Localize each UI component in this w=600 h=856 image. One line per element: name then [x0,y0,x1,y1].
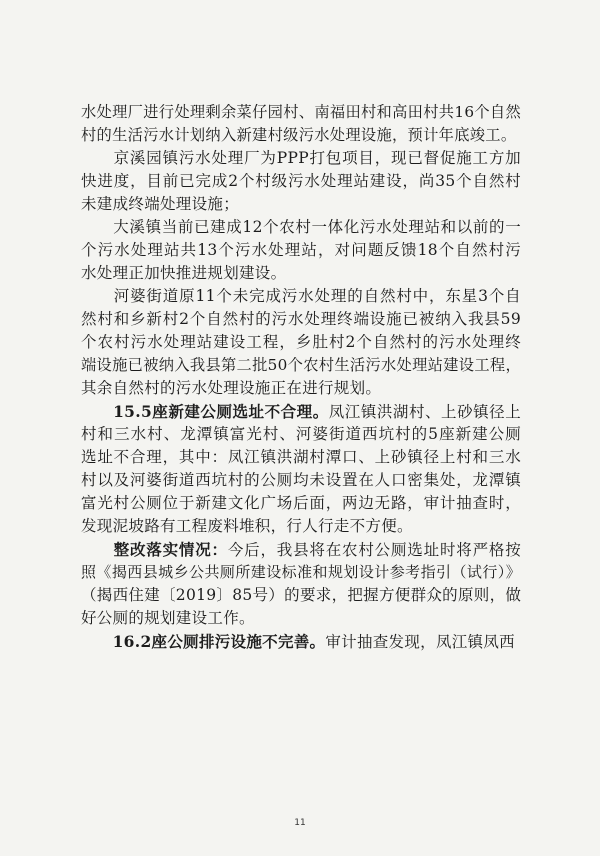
text-line: 大溪镇当前已建成12个农村一体化污水处理站和以前的一 [81,218,521,236]
text-run: 凤江镇洪湖村、上砂镇径上 [328,403,521,421]
text-line: 好公厕的规划建设工作。 [81,609,255,627]
text-line: 富光村公厕位于新建文化广场后面，两边无路，审计抽查时， [81,494,521,512]
page-number: 11 [294,818,306,828]
text-line: 水处理正加快推进规划建设。 [81,264,287,282]
text-line: 然村和乡新村2个自然村的污水处理终端设施已被纳入我县59 [81,310,521,328]
text-run: 审计抽查发现，凤江镇凤西 [325,633,515,651]
section-heading: 整改落实情况： [81,540,228,559]
section-heading: 16.2座公厕排污设施不完善。 [81,632,326,651]
text-line: 选址不合理，其中：凤江镇洪湖村潭口、上砂镇径上村和三水 [81,448,521,466]
text-line: 京溪园镇污水处理厂为PPP打包项目，现已督促施工方加 [81,149,521,167]
text-line: 未建成终端处理设施； [81,195,240,213]
text-line [81,630,521,653]
text-line: 个污水处理站共13个污水处理站，对问题反馈18个自然村污 [81,241,521,259]
text-line: 照《揭西县城乡公共厕所建设标准和规划设计参考指引（试行）》 [81,563,521,581]
text-line: 发现泥坡路有工程废料堆积，行人行走不方便。 [81,517,413,535]
section-heading: 15.5座新建公厕选址不合理。 [81,402,329,421]
text-line: 端设施已被纳入我县第二批50个农村生活污水处理站建设工程， [81,356,521,374]
text-line: 个农村污水处理站建设工程，乡肚村2个自然村的污水处理终 [81,333,521,351]
text-line: （揭西住建〔2019〕85号）的要求，把握方便群众的原则，做 [81,586,522,604]
text-line: 快进度，目前已完成2个村级污水处理站建设，尚35个自然村 [81,172,521,190]
text-line: 村以及河婆街道西坑村的公厕均未设置在人口密集处，龙潭镇 [81,471,521,489]
text-line: 村和三水村、龙潭镇富光村、河婆街道西坑村的5座新建公厕 [81,425,521,443]
document-body [81,101,521,653]
text-line [81,538,521,561]
text-line: 水处理厂进行处理剩余菜仔园村、南福田村和高田村共16个自然 [81,103,521,121]
text-line: 河婆街道原11个未完成污水处理的自然村中，东星3个自 [81,287,521,305]
text-run: 今后，我县将在农村公厕选址时将严格按 [227,541,522,559]
text-line [81,400,521,423]
text-line: 村的生活污水计划纳入新建村级污水处理设施，预计年底竣工。 [81,126,517,144]
text-line: 其余自然村的污水处理设施正在进行规划。 [81,379,382,397]
